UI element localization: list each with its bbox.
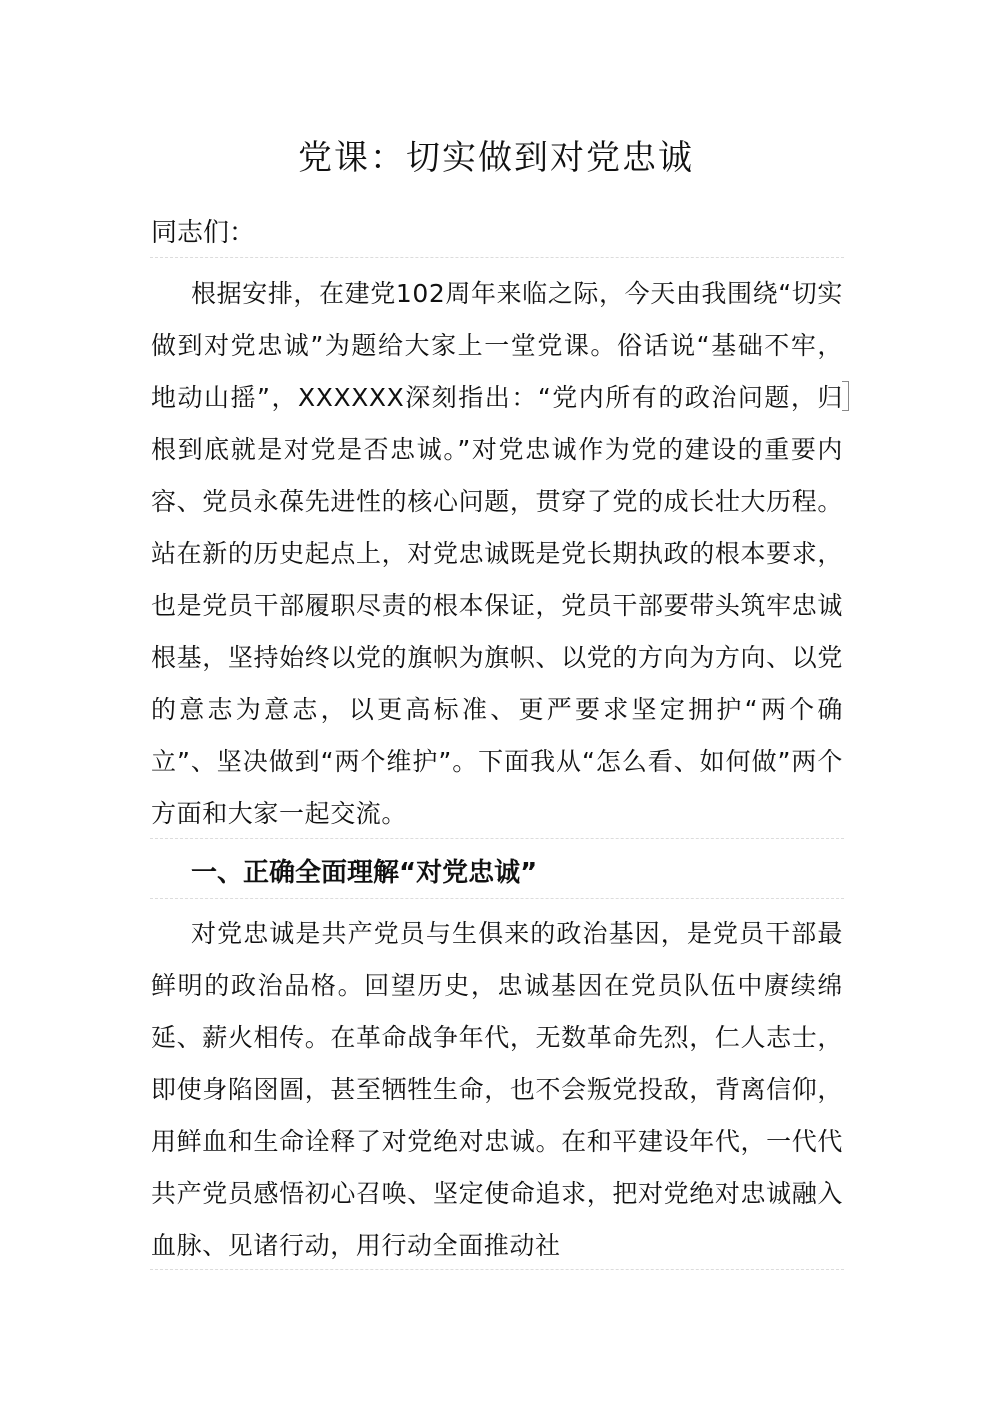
- section-heading: 一、正确全面理解“对党忠诚”: [191, 858, 538, 888]
- paragraph-section-1: 对党忠诚是共产党员与生俱来的政治基因，是党员干部最鲜明的政治品格。回望历史，忠诚基因在党员队伍中赓续绵延、薪火相传。在革命战争年代，无数革命先烈，仁人志士，即使身陷囹圄，甚至牺牲生命，也不会叛党投敌，背离信仰，用鲜血和生命诠释了对党绝对忠诚。在和平建设年代，一代代共产党员感悟初心召唤、坚定使命追求，把对党绝对忠诚融入血脉、见诸行动，用行动全面推动社: [151, 919, 843, 1260]
- divider-line: [150, 898, 844, 899]
- divider-line: [150, 257, 844, 258]
- divider-line: [150, 1269, 844, 1270]
- document-title: 党课：切实做到对党忠诚: [298, 138, 694, 178]
- paragraph-intro: 根据安排，在建党102周年来临之际，今天由我围绕“切实做到对党忠诚”为题给大家上一堂党课。俗话说“基础不牢，地动山摇”，XXXXXX深刻指出：“党内所有的政治问题，归根到底就是对党是否忠诚。”对党忠诚作为党的建设的重要内容、党员永葆先进性的核心问题，贯穿了党的成长壮大历程。站在新的历史起点上，对党忠诚既是党长期执政的根本要求，也是党员干部履职尽责的根本保证，党员干部要带头筑牢忠诚根基，坚持始终以党的旗帜为旗帜、以党的方向为方向、以党的意志为意志，以更高标准、更严要求坚定拥护“两个确立”、坚决做到“两个维护”。下面我从“怎么看、如何做”两个方面和大家一起交流。: [151, 279, 843, 828]
- salutation: 同志们：: [151, 218, 256, 248]
- margin-bracket-mark: [842, 381, 849, 411]
- divider-line: [150, 838, 844, 839]
